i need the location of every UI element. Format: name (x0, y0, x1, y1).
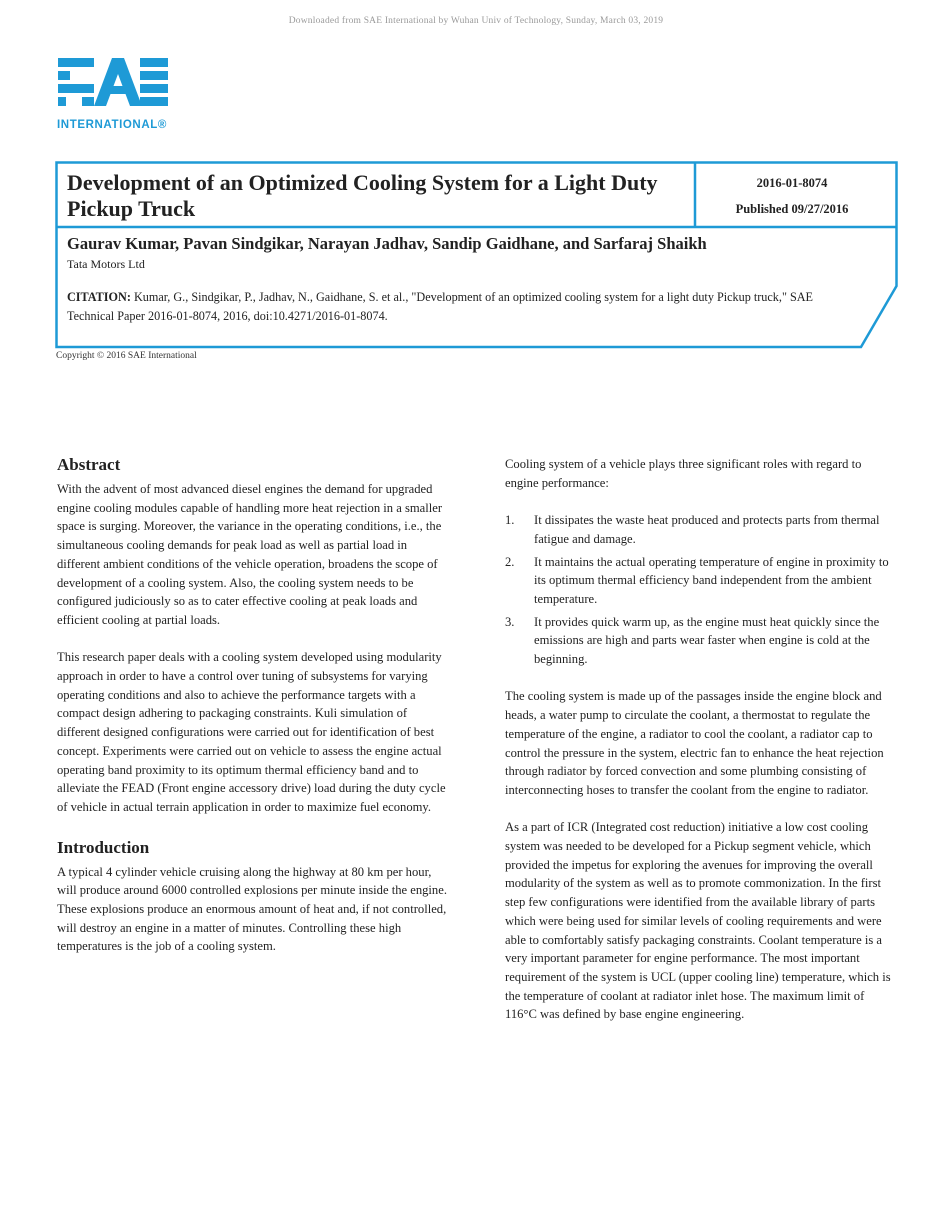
abstract-heading: Abstract (57, 455, 121, 474)
paper-title: Development of an Optimized Cooling System for a Light Duty Pickup Truck (67, 170, 658, 221)
abstract-paragraph: With the advent of most advanced diesel engines the demand for upgraded engine cooling modules capable of handling more heat rejection in a smaller space is surging. Moreover, the variance in the operating conditions, i.e., the simultaneous cooling demands for peak load as well as partial load in different ambient conditions of the vehicle operation, broadens the scope of development of a cooling system. Also, the cooling system needs to be configured judiciously so as to cater effective cooling at peak loads and efficient cooling at partial loads. (57, 482, 443, 627)
download-banner: Downloaded from SAE International by Wuhan Univ of Technology, Sunday, March 03, 2019 (288, 16, 664, 26)
body-paragraph: As a part of ICR (Integrated cost reduction) initiative a low cost cooling system was needed to be developed for a Pickup segment vehicle, which provided the impetus for exploring the avenues for improving the overall modularity of the system as well as to promote commonization. In the first step few configurations were identified from the available library of parts which were being used for similar levels of cooling requirements and were able to comfortably satisfy packaging constraints. Coolant temperature is a very important parameter for engine performance. The most important requirement of the system is UCL (upper cooling line) temperature, which is the temperature of coolant at radiator inlet hose. The maximum limit of 116°C was defined by base engine engineering. (505, 820, 891, 1022)
roles-list (505, 511, 897, 669)
authors: Gaurav Kumar, Pavan Sindgikar, Narayan Jadhav, Sandip Gaidhane, and Sarfaraj Shaikh (67, 234, 707, 253)
left-column (57, 455, 449, 975)
citation-text: Kumar, G., Sindgikar, P., Jadhav, N., Gaidhane, S. et al., "Development of an optimized cooling system for a light duty Pickup truck," SAE Technical Paper 2016-01-8074, 2016, doi:10.4271/2016-01-8074. (67, 290, 813, 323)
right-column (505, 455, 897, 1043)
citation-label: CITATION: (67, 290, 131, 304)
list-item-number: 1. (505, 513, 515, 528)
roles-intro: Cooling system of a vehicle plays three significant roles with regard to engine performance: (505, 457, 862, 490)
list-item (505, 613, 897, 669)
list-item (505, 511, 897, 548)
list-item-text: It provides quick warm up, as the engine must heat quickly since the emissions are high and parts wear faster when engine is cold at the beginning. (534, 614, 880, 667)
introduction-heading: Introduction (57, 837, 150, 857)
list-item-number: 2. (505, 554, 515, 569)
list-item (505, 553, 897, 609)
list-item-number: 3. (505, 614, 515, 629)
body-paragraph: The cooling system is made up of the passages inside the engine block and heads, a water pump to circulate the coolant, a thermostat to regulate the temperature of the engine, a radiator to cool the coolant, a radiator cap to control the pressure in the system, electric fan to enhance the heat rejection through radiator by forced convection and some plumbing consisting of interconnecting hoses to transfer the coolant from the engine to radiator. (505, 689, 884, 797)
list-item-text: It dissipates the waste heat produced and protects parts from thermal fatigue and damage. (534, 513, 880, 546)
copyright: Copyright © 2016 SAE International (56, 351, 197, 361)
abstract-paragraph: This research paper deals with a cooling system developed using modularity approach in order to have a control over tuning of subsystems for varying operating conditions and also to achieve the performance targets with a compact design adhering to packaging constraints. Kuli simulation of different designed configurations were carried out for identification of best concept. Experiments were carried out on vehicle to assess the engine actual operating band proximity to its optimum thermal efficiency band and to alleviate the FEAD (Front engine accessory drive) load during the duty cycle of vehicle in actual terrain application in order to maximize fuel economy. (57, 650, 446, 814)
document-number: 2016-01-8074 (756, 176, 828, 190)
introduction-paragraph: A typical 4 cylinder vehicle cruising along the highway at 80 km per hour, will produce around 6000 controlled explosions per minute inside the engine. These explosions produce an enormous amount of heat and, if not controlled, will destroy an engine in a matter of minutes. Controlling these high temperatures is the job of a cooling system. (57, 864, 447, 954)
published-date: Published 09/27/2016 (735, 202, 849, 216)
sae-logo-subtitle: INTERNATIONAL® (57, 119, 167, 131)
affiliation: Tata Motors Ltd (67, 257, 145, 271)
sae-logo-mark (58, 58, 168, 106)
citation (67, 288, 857, 325)
list-item-text: It maintains the actual operating temperature of engine in proximity to its optimum thermal efficiency band independent from the ambient temperature. (534, 554, 889, 606)
